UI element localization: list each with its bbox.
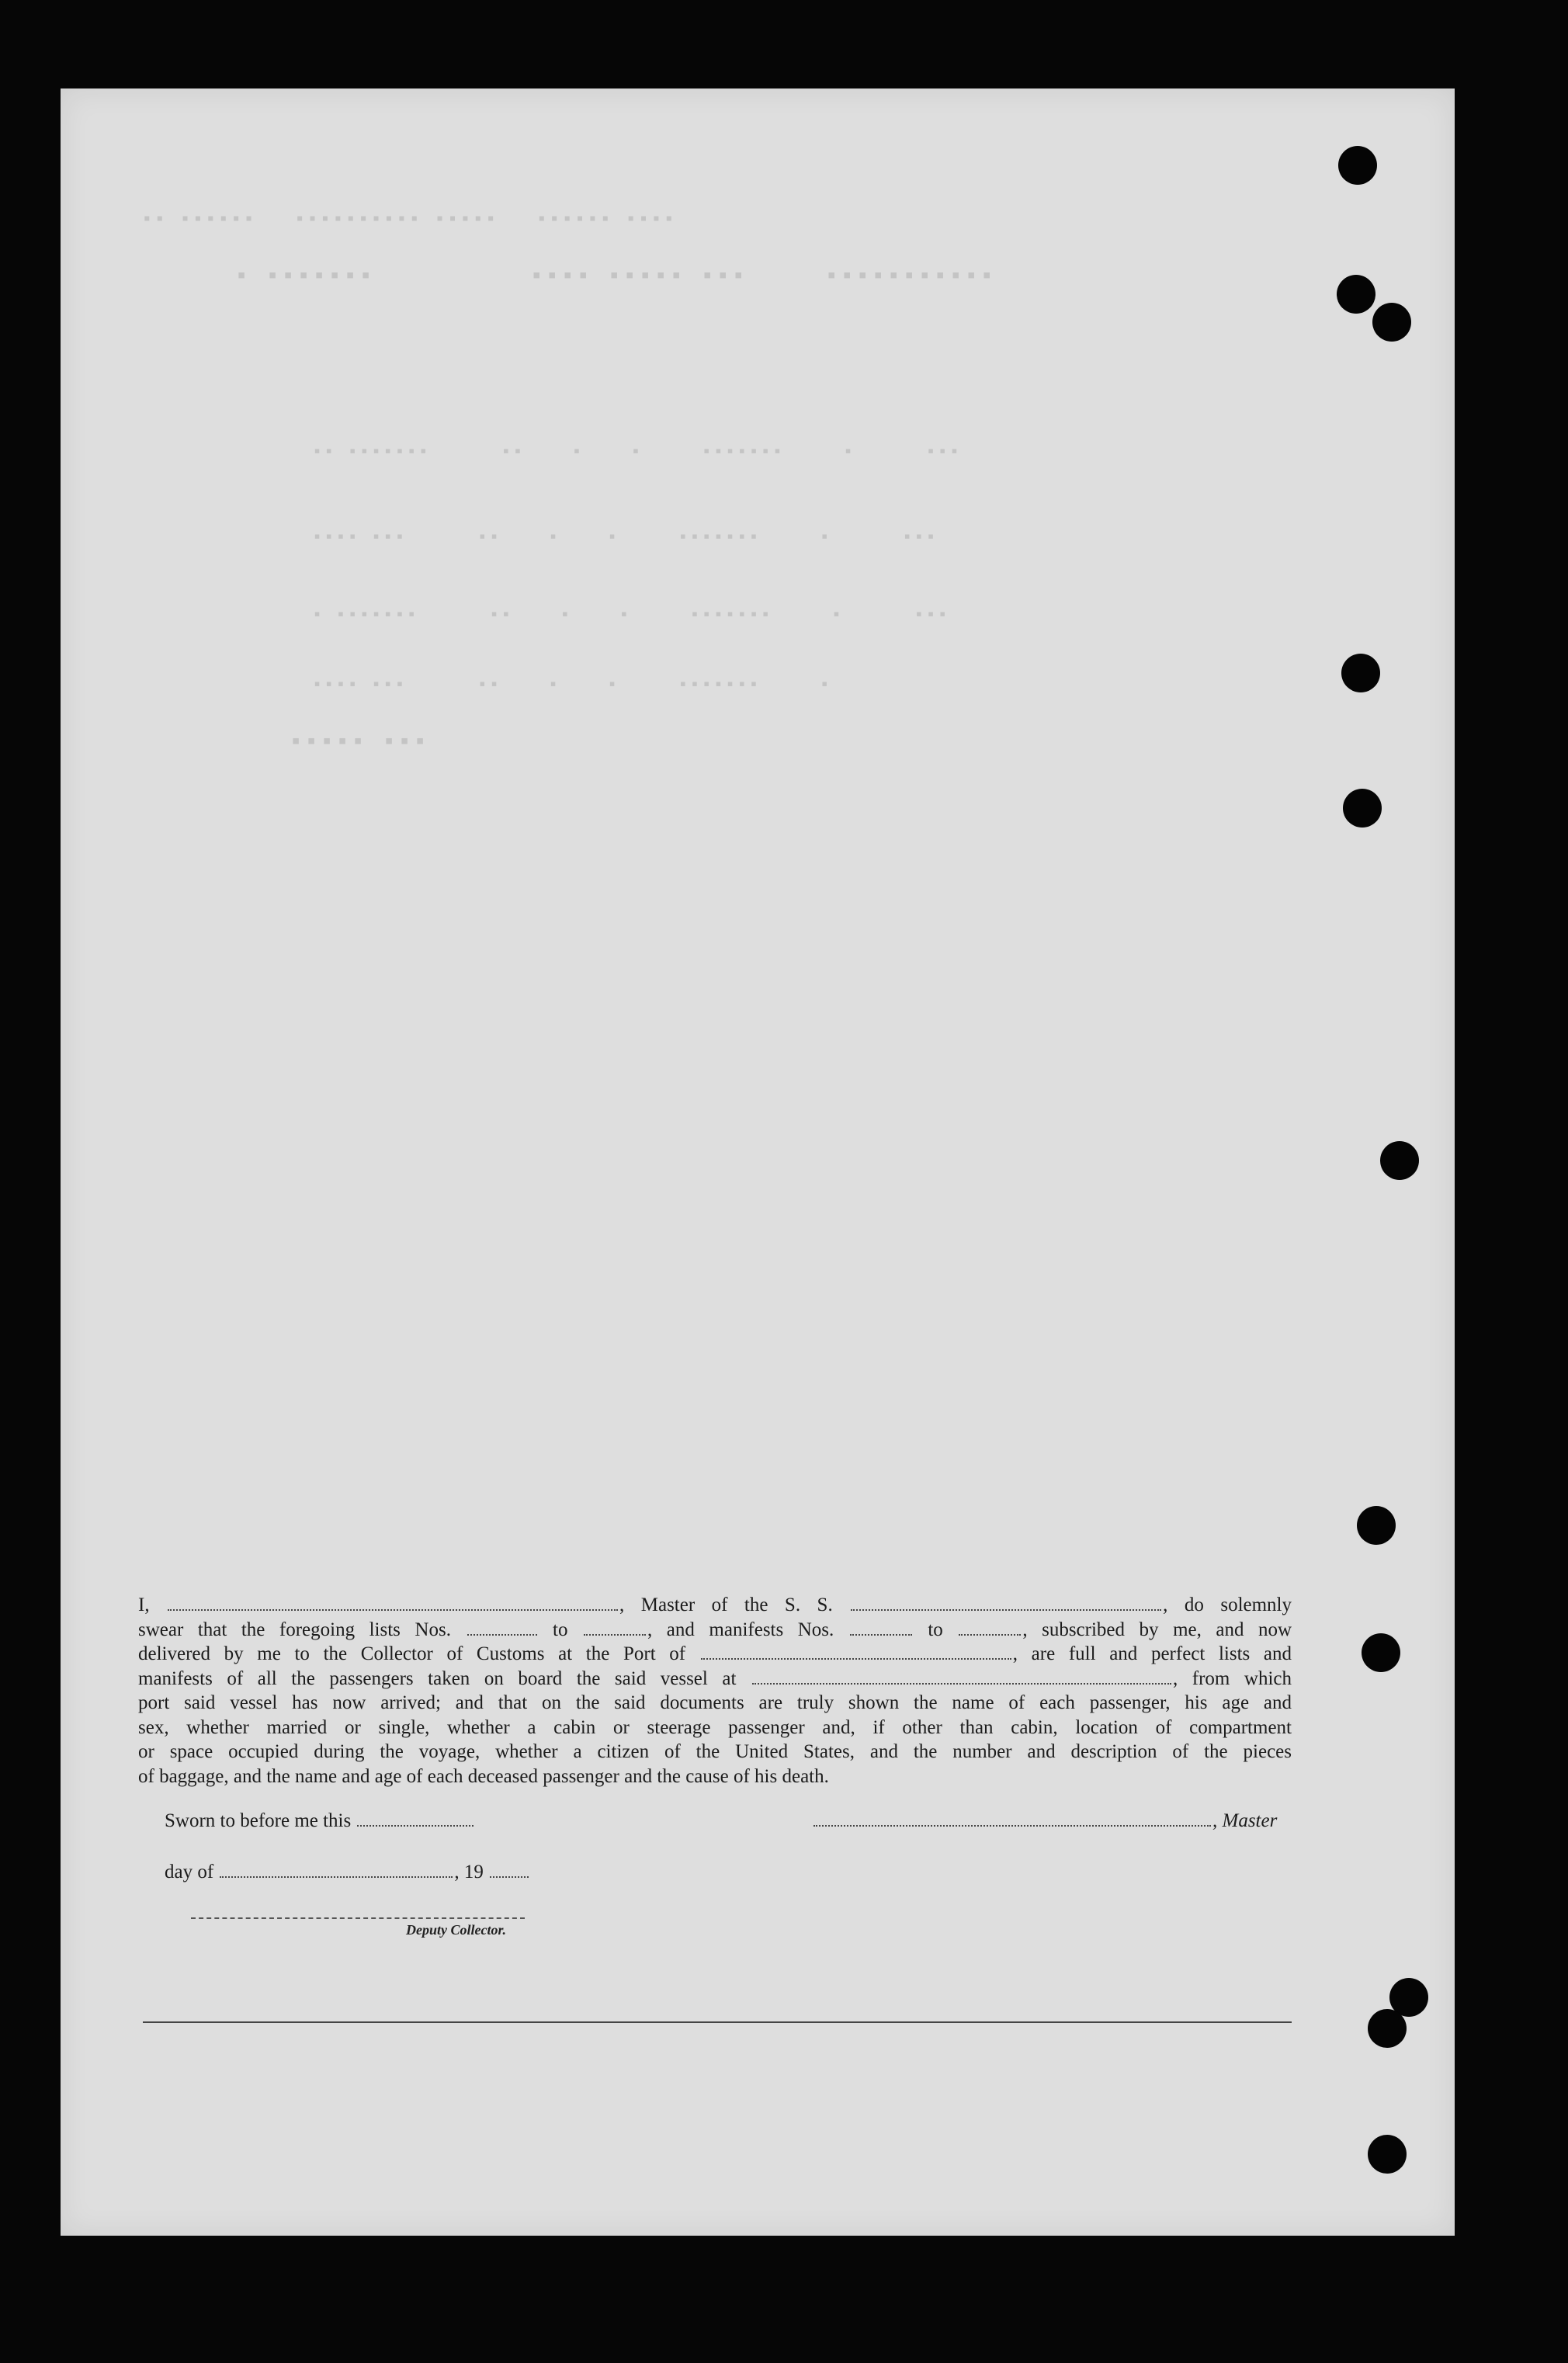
manifest-from-blank xyxy=(850,1634,912,1636)
oath-text: to xyxy=(928,1619,943,1640)
day-of-label: day of xyxy=(165,1862,214,1882)
oath-text: I, xyxy=(138,1594,150,1615)
oath-text: , do solemnly xyxy=(1163,1594,1292,1615)
oath-text: , Master of the S. S. xyxy=(619,1594,833,1615)
oath-text: manifests of all the passengers taken on board the said vessel at xyxy=(138,1667,737,1689)
master-name-blank xyxy=(168,1609,618,1611)
oath-line: of baggage, and the name and age of each deceased passenger and the cause of his death. xyxy=(138,1765,829,1787)
bottom-rule xyxy=(143,2021,1292,2023)
master-label: , Master xyxy=(1212,1810,1278,1831)
year-blank xyxy=(490,1876,529,1878)
oath-line: sex, whether married or single, whether a cabin or steerage passenger and, if other than cabin, location of compartment xyxy=(138,1716,1292,1738)
binder-hole xyxy=(1368,2135,1407,2174)
oath-line: port said vessel has now arrived; and that on the said documents are truly shown the name of each passenger, his age and xyxy=(138,1692,1292,1713)
binder-hole xyxy=(1341,654,1380,692)
embark-port-blank xyxy=(752,1683,1171,1685)
oath-text: delivered by me to the Collector of Customs at the Port of xyxy=(138,1643,686,1664)
sworn-row xyxy=(165,1810,475,1832)
bleed-through-marks: ▪▪▪ ▪▪▪▪▪ xyxy=(287,730,428,756)
oath-line: or space occupied during the voyage, whether a citizen of the United States, and the number and description of the pieces xyxy=(138,1741,1292,1762)
year-label: , 19 xyxy=(454,1862,484,1882)
oath-text: , and manifests Nos. xyxy=(647,1619,834,1640)
bleed-through-marks: ▪ ▪▪▪▪▪▪▪ ▪ ▪ ▪▪ ▪▪▪ ▪▪▪▪ xyxy=(310,675,936,695)
master-signature-blank xyxy=(813,1825,1211,1827)
oath-line xyxy=(138,1667,1292,1692)
deputy-collector-signature xyxy=(191,1917,525,1938)
bleed-through-marks: ▪▪▪ ▪ ▪▪▪▪▪▪▪ ▪ ▪ ▪▪ ▪▪▪▪▪▪▪ ▪ xyxy=(310,605,948,625)
master-signature-row xyxy=(812,1810,1277,1832)
oath-text: , from which xyxy=(1172,1667,1292,1689)
oath-text: swear that the foregoing lists Nos. xyxy=(138,1619,451,1640)
binder-hole xyxy=(1343,789,1382,828)
list-from-blank xyxy=(467,1634,537,1636)
oath-text: to xyxy=(553,1619,568,1640)
manifest-to-blank xyxy=(959,1634,1021,1636)
oath-line xyxy=(138,1642,1292,1667)
master-oath-paragraph xyxy=(138,1593,1292,1789)
day-of-row xyxy=(165,1862,530,1883)
bleed-through-marks: ▪▪▪▪▪▪▪▪▪▪▪ ▪▪▪ ▪▪▪▪▪ ▪▪▪▪ ▪▪▪▪▪▪▪ ▪ xyxy=(233,264,994,290)
bleed-through-marks: ▪▪▪ ▪ ▪▪▪▪▪▪▪ ▪ ▪ ▪▪ ▪▪▪▪▪▪▪ ▪▪ xyxy=(310,442,960,462)
binder-hole xyxy=(1338,146,1377,185)
document-page xyxy=(61,88,1455,2236)
oath-line xyxy=(138,1593,1292,1618)
binder-hole xyxy=(1368,2009,1407,2048)
sworn-date-blank xyxy=(357,1825,474,1827)
bleed-through-marks: ▪▪▪▪ ▪▪▪▪▪▪ ▪▪▪▪▪ ▪▪▪▪▪▪▪▪▪▪ ▪▪▪▪▪▪ ▪▪ xyxy=(140,210,675,231)
bleed-through-marks: ▪▪▪ ▪ ▪▪▪▪▪▪▪ ▪ ▪ ▪▪ ▪▪▪ ▪▪▪▪ xyxy=(310,528,936,547)
binder-hole xyxy=(1372,303,1411,342)
list-to-blank xyxy=(584,1634,646,1636)
sworn-label: Sworn to before me this xyxy=(165,1810,352,1831)
ship-name-blank xyxy=(851,1609,1161,1611)
binder-hole xyxy=(1362,1633,1400,1672)
binder-hole xyxy=(1357,1506,1396,1545)
binder-hole xyxy=(1337,275,1375,314)
binder-hole xyxy=(1380,1141,1419,1180)
month-blank xyxy=(220,1876,453,1878)
port-blank xyxy=(701,1658,1011,1660)
oath-text: , are full and perfect lists and xyxy=(1012,1643,1292,1664)
deputy-collector-label: Deputy Collector. xyxy=(406,1922,506,1938)
oath-line xyxy=(138,1618,1292,1643)
oath-text: , subscribed by me, and now xyxy=(1022,1619,1292,1640)
